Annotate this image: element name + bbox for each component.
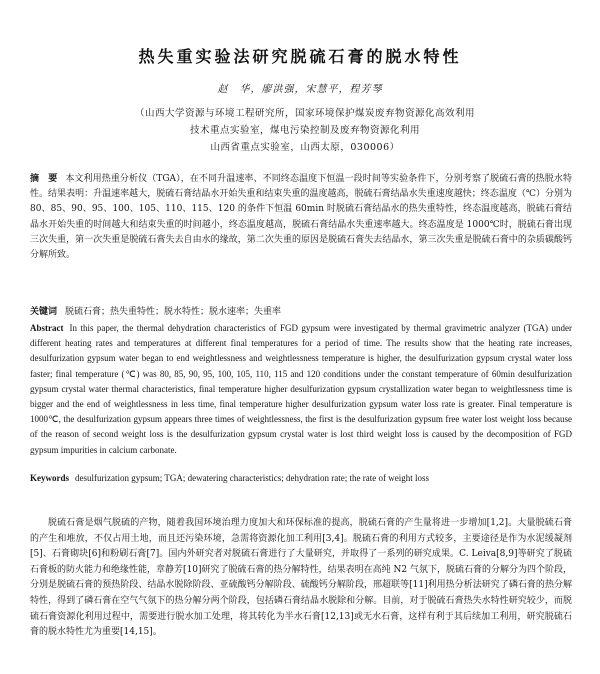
affiliation-line: （山西大学资源与环境工程研究所，国家环境保护煤炭废弃物资源化高效利用	[134, 108, 475, 119]
introduction-paragraph: 脱硫石膏是烟气脱硫的产物，随着我国环境治理力度加大和环保标准的提高，脱硫石膏的产生量将进一步增加[1,2]。大量脱硫石膏的产生和堆放，不仅占用土地，而且还污染环境，急需将资源化加工利用[3,4]。脱硫石膏的利用方式较多，主要途径是作为水泥缓凝剂[5]、石膏砌块[6]和粉刷石膏[7]。国内外研究者对脱硫石膏进行了大量研究，并取得了一系列的研究成果。C. Leiva[8,9]等研究了脱硫石膏板的防火能力和绝缘性能，章静芳[10]研究了脱硫石膏的热分解特性，结果表明在高纯 N2 气氛下，脱硫石膏的分解分为四个阶段，分别是脱硫石膏的预热阶段、结晶水脱除阶段、亚硫酸钙分解阶段、硫酸钙分解阶段，邢超联等[11]利用热分析法研究了磷石膏的热分解特性，得到了磷石膏在空气气氛下的热分解分两个阶段，包括磷石膏结晶水脱除和分解。目前，对于脱硫石膏热失水特性研究较少，而脱硫石膏资源化利用过程中，需要进行脱水加工处理，将其转化为半水石膏[12,13]或无水石膏，这样有利于其后续加工利用，研究脱硫石膏的脱水特性尤为重要[14,15]。	[30, 518, 572, 638]
affiliation-line: 山西省重点实验室，山西太原，030006）	[210, 142, 400, 153]
keywords-cn-text: 脱硫石膏；热失重特性；脱水特性；脱水速率；失重率	[65, 307, 282, 317]
keywords-en-label: Keywords	[30, 473, 69, 483]
abstract-english	[30, 321, 572, 458]
abstract-cn-text: 本文利用热重分析仪（TGA），在不同升温速率、不同终态温度下恒温一段时间等实验条件下，分别考察了脱硫石膏的热脱水特性。结果表明：升温速率越大，脱硫石膏结晶水开始失重和结束失重的温度越高，脱硫石膏结晶水失重速度越快；终态温度（℃）分别为 80、85、90、95、100、105、110、115、120 的条件下恒温 60min 时脱硫石膏结晶水的热失重特性，终态温度越高，脱硫石膏结晶水开始失重的时间越大和结束失重的时间越小，终态温度越高，脱硫石膏结晶水失重速率越大。终态温度是 1000℃时，脱硫石膏出现三次失重，第一次失重是脱硫石膏失去自由水的缘故，第二次失重的原因是脱硫石膏失去结晶水，第三次失重是脱硫石膏中的杂质碳酸钙分解所致。	[30, 174, 572, 261]
keywords-english	[30, 471, 572, 486]
abstract-en-label: Abstract	[30, 323, 64, 333]
affiliation-line: 技术重点实验室，煤电污染控制及废弃物资源化利用	[189, 125, 420, 136]
abstract-chinese	[30, 172, 572, 263]
abstract-en-text: In this paper, the thermal dehydration characteristics of FGD gypsum were investigated by thermal gravimetric analyzer (TGA) under different heating rates and temperatures at different final temperatures for a period of time. The results show that the heating rate increases, desulfurization gypsum water began to end weightlessness and weightlessness temperature is higher, the desulfurization gypsum crystal water loss faster; final temperature (℃) was 80, 85, 90, 95, 100, 105, 110, 115 and 120 conditions under the constant temperature of 60min desulfurization gypsum crystal water thermal characteristics, final temperature higher desulfurization gypsum crystallization water began to weightlessness time is bigger and the end of weightlessness in less time, final temperature higher desulfurization gypsum water loss rate is greater. Final temperature is 1000℃, the desulfurization gypsum appears three times of weightlessness, the first is the desulfurization gypsum free water lost weight loss because of the reason of second weight loss is the desulfurization gypsum crystal water is lost third weight loss is caused by the decomposition of FGD gypsum impurities in calcium carbonate.	[30, 323, 572, 455]
paper-title: 热失重实验法研究脱硫石膏的脱水特性	[138, 47, 462, 66]
keywords-en-text: desulfurization gypsum; TGA; dewatering characteristics; dehydration rate; the rate of weight loss	[75, 473, 429, 483]
keywords-cn-label: 关键词	[30, 307, 58, 317]
keywords-chinese	[30, 305, 572, 319]
affiliation-block	[60, 105, 550, 156]
abstract-cn-label: 摘 要	[30, 174, 58, 184]
author-list: 赵 华，廖洪强，宋慧平，程芳琴	[217, 84, 383, 95]
